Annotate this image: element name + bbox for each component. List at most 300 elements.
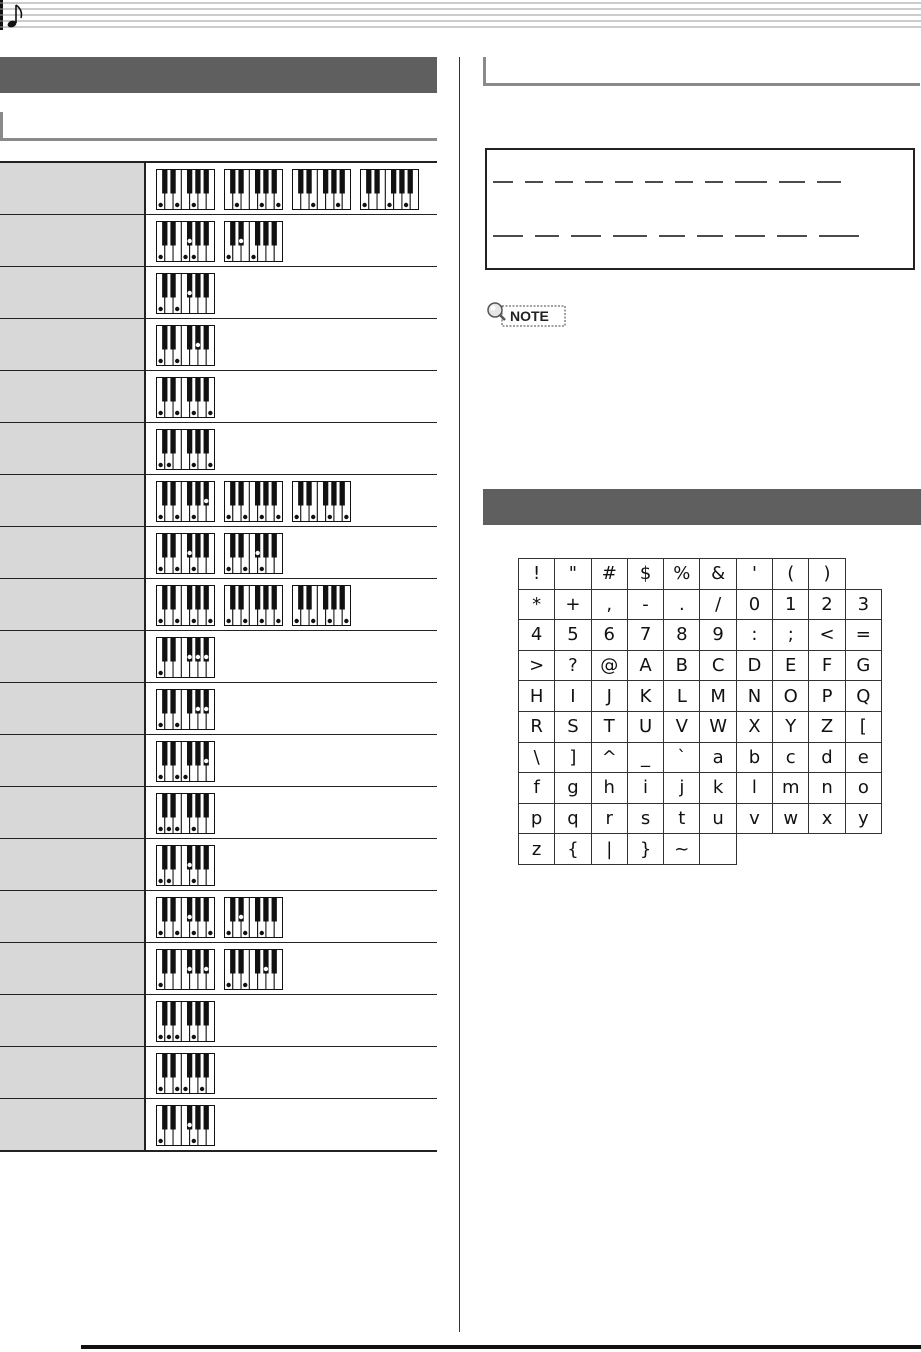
keyboard-diagram bbox=[156, 481, 215, 522]
char-cell: B bbox=[664, 650, 700, 681]
black-key bbox=[195, 950, 200, 974]
black-key bbox=[272, 170, 277, 194]
finger-dot bbox=[204, 655, 208, 659]
black-key bbox=[162, 534, 167, 558]
finger-dot bbox=[192, 1035, 196, 1039]
black-key bbox=[195, 586, 200, 610]
finger-dot bbox=[158, 515, 162, 519]
keyboard-diagram bbox=[156, 1001, 215, 1042]
black-key bbox=[170, 534, 175, 558]
char-row bbox=[519, 589, 882, 620]
black-key bbox=[255, 482, 260, 506]
char-cell: x bbox=[809, 803, 845, 834]
finger-dot bbox=[243, 515, 247, 519]
finger-dot bbox=[243, 619, 247, 623]
char-cell: ( bbox=[773, 559, 809, 590]
chord-label bbox=[0, 683, 144, 734]
char-row bbox=[519, 742, 882, 773]
finger-dot bbox=[192, 567, 196, 571]
char-cell: S bbox=[555, 711, 591, 742]
chord-row bbox=[0, 1099, 437, 1150]
char-cell: ^ bbox=[591, 742, 627, 773]
black-key bbox=[340, 482, 345, 506]
black-key bbox=[170, 378, 175, 402]
finger-dot bbox=[175, 931, 179, 935]
char-cell: 0 bbox=[736, 589, 772, 620]
black-key bbox=[162, 482, 167, 506]
keyboard-diagram bbox=[156, 689, 215, 730]
finger-dot bbox=[208, 411, 212, 415]
finger-dot bbox=[192, 203, 196, 207]
finger-dot bbox=[226, 515, 230, 519]
char-cell: 4 bbox=[519, 620, 555, 651]
black-key bbox=[340, 586, 345, 610]
char-cell: & bbox=[700, 559, 736, 590]
finger-dot bbox=[260, 515, 264, 519]
chord-label bbox=[0, 527, 144, 578]
finger-dot bbox=[192, 931, 196, 935]
black-key bbox=[162, 690, 167, 714]
chord-row bbox=[0, 579, 437, 631]
char-cell: d bbox=[809, 742, 845, 773]
finger-dot bbox=[192, 827, 196, 831]
finger-dot bbox=[175, 203, 179, 207]
black-key bbox=[230, 586, 235, 610]
keyboard-diagram bbox=[156, 169, 215, 210]
chord-label bbox=[0, 1047, 144, 1098]
black-key bbox=[272, 950, 277, 974]
black-key bbox=[170, 430, 175, 454]
char-cell: r bbox=[591, 803, 627, 834]
finger-dot bbox=[183, 255, 187, 259]
finger-dot bbox=[226, 931, 230, 935]
char-cell bbox=[809, 834, 845, 865]
char-cell: ` bbox=[664, 742, 700, 773]
chord-label bbox=[0, 891, 144, 942]
char-cell: ? bbox=[555, 650, 591, 681]
black-key bbox=[204, 898, 209, 922]
chord-row bbox=[0, 527, 437, 579]
char-cell: ! bbox=[519, 559, 555, 590]
black-key bbox=[263, 898, 268, 922]
chord-label bbox=[0, 267, 144, 318]
black-key bbox=[162, 794, 167, 818]
black-key bbox=[323, 586, 328, 610]
black-key bbox=[230, 482, 235, 506]
black-key bbox=[195, 274, 200, 298]
finger-dot bbox=[192, 255, 196, 259]
subsection-header bbox=[0, 112, 437, 141]
char-cell: m bbox=[773, 773, 809, 804]
finger-dot bbox=[260, 619, 264, 623]
char-cell: | bbox=[591, 834, 627, 865]
finger-dot bbox=[243, 983, 247, 987]
black-key bbox=[162, 742, 167, 766]
finger-dot bbox=[311, 515, 315, 519]
finger-dot bbox=[264, 967, 268, 971]
finger-dot bbox=[187, 967, 191, 971]
keyboard-diagram bbox=[156, 741, 215, 782]
char-cell: 1 bbox=[773, 589, 809, 620]
black-key bbox=[170, 586, 175, 610]
finger-dot bbox=[158, 1139, 162, 1143]
char-cell: { bbox=[555, 834, 591, 865]
finger-dot bbox=[175, 619, 179, 623]
char-cell: ) bbox=[809, 559, 845, 590]
finger-dot bbox=[204, 499, 208, 503]
black-key bbox=[230, 170, 235, 194]
char-cell: W bbox=[700, 711, 736, 742]
black-key bbox=[170, 638, 175, 662]
finger-dot bbox=[158, 879, 162, 883]
finger-dot bbox=[158, 671, 162, 675]
black-key bbox=[230, 950, 235, 974]
chord-row bbox=[0, 943, 437, 995]
black-key bbox=[204, 170, 209, 194]
black-key bbox=[204, 222, 209, 246]
black-key bbox=[162, 1054, 167, 1078]
char-cell: V bbox=[664, 711, 700, 742]
black-key bbox=[187, 1054, 192, 1078]
black-key bbox=[170, 794, 175, 818]
char-cell: O bbox=[773, 681, 809, 712]
black-key bbox=[204, 534, 209, 558]
char-cell: b bbox=[736, 742, 772, 773]
finger-dot bbox=[260, 203, 264, 207]
char-cell: A bbox=[627, 650, 663, 681]
black-key bbox=[306, 586, 311, 610]
keyboard-diagram bbox=[292, 481, 351, 522]
black-key bbox=[195, 742, 200, 766]
chord-row bbox=[0, 631, 437, 683]
char-row bbox=[519, 620, 882, 651]
black-key bbox=[162, 638, 167, 662]
char-cell: \ bbox=[519, 742, 555, 773]
finger-dot bbox=[175, 723, 179, 727]
char-cell: Z bbox=[809, 711, 845, 742]
finger-dot bbox=[158, 359, 162, 363]
finger-dot bbox=[158, 463, 162, 467]
black-key bbox=[204, 1002, 209, 1026]
char-cell: K bbox=[627, 681, 663, 712]
char-cell: R bbox=[519, 711, 555, 742]
finger-dot bbox=[243, 931, 247, 935]
black-key bbox=[204, 274, 209, 298]
char-cell: g bbox=[555, 773, 591, 804]
char-cell: j bbox=[664, 773, 700, 804]
black-key bbox=[272, 482, 277, 506]
finger-dot bbox=[175, 1035, 179, 1039]
black-key bbox=[162, 326, 167, 350]
black-key bbox=[255, 586, 260, 610]
finger-dot bbox=[183, 1087, 187, 1091]
char-list-header-bar bbox=[483, 489, 921, 525]
keyboard-diagram bbox=[156, 637, 215, 678]
finger-dot bbox=[158, 827, 162, 831]
keyboard-diagram bbox=[156, 429, 215, 470]
keyboard-diagram bbox=[360, 169, 419, 210]
keyboard-diagram bbox=[156, 1105, 215, 1146]
char-cell: / bbox=[700, 589, 736, 620]
black-key bbox=[366, 170, 371, 194]
char-cell: E bbox=[773, 650, 809, 681]
black-key bbox=[162, 586, 167, 610]
black-key bbox=[195, 1106, 200, 1130]
finger-dot bbox=[175, 827, 179, 831]
chord-row bbox=[0, 1047, 437, 1099]
char-cell: k bbox=[700, 773, 736, 804]
black-key bbox=[340, 170, 345, 194]
black-key bbox=[374, 170, 379, 194]
finger-dot bbox=[243, 567, 247, 571]
black-key bbox=[170, 222, 175, 246]
chord-label bbox=[0, 475, 144, 526]
finger-dot bbox=[328, 619, 332, 623]
keyboard-diagram bbox=[156, 377, 215, 418]
finger-dot bbox=[158, 619, 162, 623]
black-key bbox=[187, 482, 192, 506]
black-key bbox=[263, 586, 268, 610]
finger-dot bbox=[158, 411, 162, 415]
black-key bbox=[162, 898, 167, 922]
char-cell: : bbox=[736, 620, 772, 651]
finger-dot bbox=[187, 915, 191, 919]
black-key bbox=[238, 950, 243, 974]
black-key bbox=[195, 1002, 200, 1026]
char-cell: p bbox=[519, 803, 555, 834]
char-cell: L bbox=[664, 681, 700, 712]
black-key bbox=[170, 690, 175, 714]
chord-label bbox=[0, 371, 144, 422]
finger-dot bbox=[192, 619, 196, 623]
black-key bbox=[195, 482, 200, 506]
char-cell bbox=[845, 559, 881, 590]
char-cell: J bbox=[591, 681, 627, 712]
black-key bbox=[170, 742, 175, 766]
chord-row bbox=[0, 267, 437, 319]
char-cell: h bbox=[591, 773, 627, 804]
keyboard-diagram bbox=[224, 481, 283, 522]
char-cell: ~ bbox=[664, 834, 700, 865]
char-row bbox=[519, 711, 882, 742]
black-key bbox=[238, 534, 243, 558]
finger-dot bbox=[158, 931, 162, 935]
black-key bbox=[323, 482, 328, 506]
char-cell: M bbox=[700, 681, 736, 712]
keyboard-diagram bbox=[156, 325, 215, 366]
char-cell: $ bbox=[627, 559, 663, 590]
black-key bbox=[331, 170, 336, 194]
black-key bbox=[187, 586, 192, 610]
char-cell: + bbox=[555, 589, 591, 620]
chord-label bbox=[0, 735, 144, 786]
note-badge bbox=[484, 300, 566, 328]
char-cell: - bbox=[627, 589, 663, 620]
finger-dot bbox=[276, 203, 280, 207]
black-key bbox=[170, 846, 175, 870]
finger-dot bbox=[404, 203, 408, 207]
keyboard-diagram bbox=[156, 585, 215, 626]
character-table bbox=[518, 558, 882, 865]
char-cell: 6 bbox=[591, 620, 627, 651]
finger-dot bbox=[187, 1123, 191, 1127]
finger-dot bbox=[328, 515, 332, 519]
black-key bbox=[230, 534, 235, 558]
char-cell: 8 bbox=[664, 620, 700, 651]
black-key bbox=[272, 898, 277, 922]
chord-label bbox=[0, 579, 144, 630]
black-key bbox=[204, 430, 209, 454]
chord-row bbox=[0, 371, 437, 423]
keyboard-diagram bbox=[156, 793, 215, 834]
black-key bbox=[323, 170, 328, 194]
chord-row bbox=[0, 215, 437, 267]
char-cell: ] bbox=[555, 742, 591, 773]
char-cell: n bbox=[809, 773, 845, 804]
char-cell: ; bbox=[773, 620, 809, 651]
char-cell: I bbox=[555, 681, 591, 712]
chord-row bbox=[0, 423, 437, 475]
char-cell: # bbox=[591, 559, 627, 590]
black-key bbox=[170, 1106, 175, 1130]
finger-dot bbox=[235, 203, 239, 207]
chord-row bbox=[0, 163, 437, 215]
finger-dot bbox=[167, 827, 171, 831]
keyboard-diagram bbox=[292, 169, 351, 210]
finger-dot bbox=[239, 915, 243, 919]
black-key bbox=[162, 222, 167, 246]
chord-fingering-table bbox=[0, 161, 437, 1152]
black-key bbox=[255, 222, 260, 246]
char-cell: } bbox=[627, 834, 663, 865]
char-cell: D bbox=[736, 650, 772, 681]
black-key bbox=[187, 1002, 192, 1026]
black-key bbox=[204, 586, 209, 610]
black-key bbox=[170, 274, 175, 298]
black-key bbox=[162, 846, 167, 870]
keyboard-diagram bbox=[224, 585, 283, 626]
char-cell: " bbox=[555, 559, 591, 590]
finger-dot bbox=[158, 307, 162, 311]
black-key bbox=[204, 378, 209, 402]
finger-dot bbox=[311, 203, 315, 207]
keyboard-diagram bbox=[224, 897, 283, 938]
finger-dot bbox=[175, 1087, 179, 1091]
black-key bbox=[170, 326, 175, 350]
keyboard-diagram bbox=[224, 169, 283, 210]
char-cell: o bbox=[845, 773, 881, 804]
keyboard-diagram bbox=[156, 273, 215, 314]
finger-dot bbox=[192, 515, 196, 519]
black-key bbox=[204, 846, 209, 870]
section-header-bar bbox=[0, 57, 437, 93]
char-cell: X bbox=[736, 711, 772, 742]
finger-dot bbox=[294, 515, 298, 519]
finger-dot bbox=[362, 203, 366, 207]
char-cell: = bbox=[845, 620, 881, 651]
char-row bbox=[519, 681, 882, 712]
finger-dot bbox=[158, 723, 162, 727]
black-key bbox=[187, 690, 192, 714]
char-cell: z bbox=[519, 834, 555, 865]
finger-dot bbox=[167, 1035, 171, 1039]
black-key bbox=[195, 222, 200, 246]
char-cell: e bbox=[845, 742, 881, 773]
finger-dot bbox=[187, 863, 191, 867]
char-cell: a bbox=[700, 742, 736, 773]
char-cell bbox=[845, 834, 881, 865]
finger-dot bbox=[226, 619, 230, 623]
black-key bbox=[162, 170, 167, 194]
black-key bbox=[170, 898, 175, 922]
chord-row bbox=[0, 683, 437, 735]
char-row bbox=[519, 834, 882, 865]
black-key bbox=[195, 170, 200, 194]
char-cell: s bbox=[627, 803, 663, 834]
finger-dot bbox=[158, 567, 162, 571]
black-key bbox=[272, 222, 277, 246]
finger-dot bbox=[192, 1139, 196, 1143]
finger-dot bbox=[344, 515, 348, 519]
char-cell: C bbox=[700, 650, 736, 681]
finger-dot bbox=[192, 411, 196, 415]
black-key bbox=[263, 170, 268, 194]
finger-dot bbox=[255, 551, 259, 555]
chord-label bbox=[0, 787, 144, 838]
char-cell: G bbox=[845, 650, 881, 681]
char-cell: q bbox=[555, 803, 591, 834]
black-key bbox=[331, 586, 336, 610]
name-entry-dashes bbox=[487, 150, 913, 268]
chord-row bbox=[0, 319, 437, 371]
black-key bbox=[162, 274, 167, 298]
finger-dot bbox=[175, 307, 179, 311]
black-key bbox=[255, 170, 260, 194]
black-key bbox=[162, 1106, 167, 1130]
keyboard-diagram bbox=[156, 533, 215, 574]
finger-dot bbox=[187, 291, 191, 295]
finger-dot bbox=[187, 551, 191, 555]
finger-dot bbox=[175, 775, 179, 779]
name-entry-box bbox=[485, 148, 915, 270]
char-cell: w bbox=[773, 803, 809, 834]
char-cell: t bbox=[664, 803, 700, 834]
chord-label bbox=[0, 631, 144, 682]
chord-label bbox=[0, 1099, 144, 1150]
finger-dot bbox=[196, 343, 200, 347]
finger-dot bbox=[239, 239, 243, 243]
black-key bbox=[204, 794, 209, 818]
finger-dot bbox=[276, 515, 280, 519]
column-divider bbox=[459, 57, 460, 1332]
black-key bbox=[331, 482, 336, 506]
finger-dot bbox=[344, 619, 348, 623]
char-cell: y bbox=[845, 803, 881, 834]
black-key bbox=[272, 534, 277, 558]
keyboard-diagram bbox=[156, 221, 215, 262]
black-key bbox=[170, 950, 175, 974]
finger-dot bbox=[204, 707, 208, 711]
finger-dot bbox=[187, 655, 191, 659]
chord-row bbox=[0, 891, 437, 943]
char-cell: ' bbox=[736, 559, 772, 590]
finger-dot bbox=[175, 515, 179, 519]
char-cell: H bbox=[519, 681, 555, 712]
keyboard-diagram bbox=[156, 845, 215, 886]
char-cell: P bbox=[809, 681, 845, 712]
finger-dot bbox=[196, 655, 200, 659]
char-cell: U bbox=[627, 711, 663, 742]
